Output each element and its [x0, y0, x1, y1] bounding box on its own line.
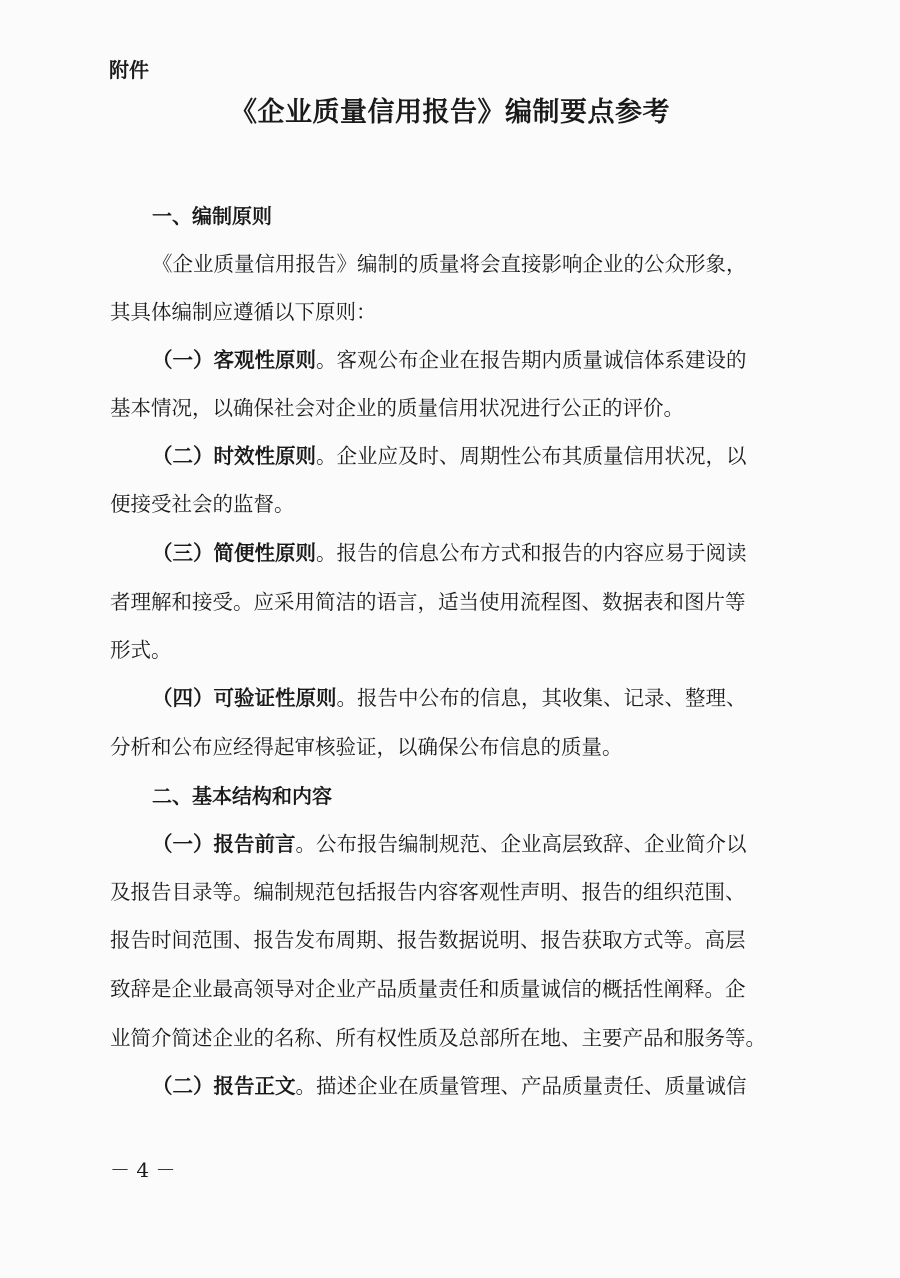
paragraph-line: 基本情况，以确保社会对企业的质量信用状况进行公正的评价。: [110, 396, 684, 420]
principle-label-simplicity: （三）简便性原则: [152, 541, 316, 565]
paragraph-line: 《企业质量信用报告》编制的质量将会直接影响企业的公众形象，: [152, 252, 747, 276]
principle-label-timeliness: （二）时效性原则: [152, 444, 316, 468]
paragraph-line: 形式。: [110, 638, 172, 662]
paragraph-line: （一）报告前言。公布报告编制规范、企业高层致辞、企业简介以: [152, 832, 747, 856]
paragraph-line: （一）客观性原则。客观公布企业在报告期内质量诚信体系建设的: [152, 348, 747, 372]
paragraph-line: （二）报告正文。描述企业在质量管理、产品质量责任、质量诚信: [152, 1074, 747, 1098]
paragraph-line: 其具体编制应遵循以下原则：: [110, 300, 377, 324]
section-heading-principles: 一、编制原则: [152, 204, 272, 228]
item-label-preface: （一）报告前言: [152, 832, 296, 856]
paragraph-line: 者理解和接受。应采用简洁的语言，适当使用流程图、数据表和图片等: [110, 590, 746, 614]
paragraph-line: 及报告目录等。编制规范包括报告内容客观性声明、报告的组织范围、: [110, 880, 746, 904]
attachment-label: 附件: [109, 58, 149, 82]
section-heading-structure: 二、基本结构和内容: [152, 784, 332, 808]
item-label-main-body: （二）报告正文: [152, 1074, 296, 1098]
paragraph-line: 致辞是企业最高领导对企业产品质量责任和质量诚信的概括性阐释。企: [110, 977, 746, 1001]
document-title: 《企业质量信用报告》编制要点参考: [230, 97, 670, 128]
paragraph-line: （二）时效性原则。企业应及时、周期性公布其质量信用状况，以: [152, 444, 747, 468]
paragraph-line: 分析和公布应经得起审核验证，以确保公布信息的质量。: [110, 735, 623, 759]
paragraph-line: （三）简便性原则。报告的信息公布方式和报告的内容应易于阅读: [152, 541, 747, 565]
principle-label-objectivity: （一）客观性原则: [152, 348, 316, 372]
principle-label-verifiability: （四）可验证性原则: [152, 686, 337, 710]
paragraph-line: 业简介简述企业的名称、所有权性质及总部所在地、主要产品和服务等。: [110, 1026, 766, 1050]
paragraph-line: 报告时间范围、报告发布周期、报告数据说明、报告获取方式等。高层: [110, 928, 746, 952]
paragraph-line: （四）可验证性原则。报告中公布的信息，其收集、记录、整理、: [152, 686, 747, 710]
paragraph-line: 便接受社会的监督。: [110, 492, 295, 516]
page-number: － 4 －: [110, 1158, 176, 1182]
